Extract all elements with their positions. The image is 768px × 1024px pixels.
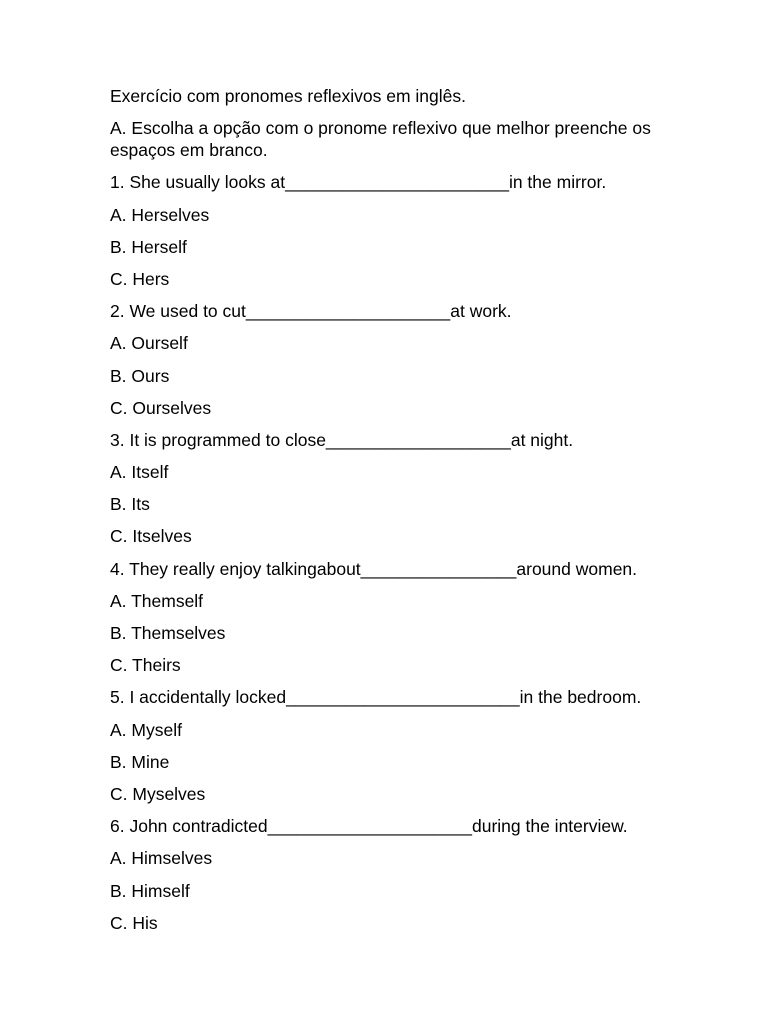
question-1	[110, 171, 670, 290]
question-text: 4. They really enjoy talkingabout________________around women.	[110, 558, 638, 579]
option-c: C. Hers	[110, 268, 170, 289]
option-c: C. Theirs	[110, 655, 181, 676]
question-text: 1. She usually looks at_______________________in the mirror.	[110, 172, 607, 193]
option-c: C. Itselves	[110, 526, 192, 547]
question-3	[110, 429, 670, 548]
option-a: A. Themself	[110, 590, 204, 611]
question-text: 6. John contradicted_____________________during the interview.	[110, 816, 628, 837]
option-a: A. Itself	[110, 462, 169, 483]
question-text: 3. It is programmed to close___________________at night.	[110, 429, 574, 450]
option-b: B. Herself	[110, 236, 187, 257]
option-b: B. Ours	[110, 365, 170, 386]
document-title: Exercício com pronomes reflexivos em inglês.	[110, 86, 466, 106]
option-a: A. Herselves	[110, 204, 210, 225]
instruction-text: A. Escolha a opção com o pronome reflexivo que melhor preenche os espaços em branco.	[110, 118, 651, 161]
option-b: B. Its	[110, 494, 150, 515]
option-c: C. Ourselves	[110, 397, 212, 418]
option-a: A. Himselves	[110, 848, 213, 869]
question-2	[110, 300, 670, 419]
question-4	[110, 558, 670, 677]
option-b: B. Himself	[110, 880, 190, 901]
option-b: B. Mine	[110, 751, 170, 772]
question-5	[110, 686, 670, 805]
option-c: C. Myselves	[110, 783, 206, 804]
question-text: 2. We used to cut_____________________at work.	[110, 301, 512, 322]
option-a: A. Ourself	[110, 333, 188, 354]
question-6	[110, 815, 670, 934]
option-c: C. His	[110, 912, 158, 933]
option-a: A. Myself	[110, 719, 182, 740]
option-b: B. Themselves	[110, 623, 226, 643]
document-page	[110, 85, 670, 944]
question-text: 5. I accidentally locked________________________in the bedroom.	[110, 687, 642, 708]
